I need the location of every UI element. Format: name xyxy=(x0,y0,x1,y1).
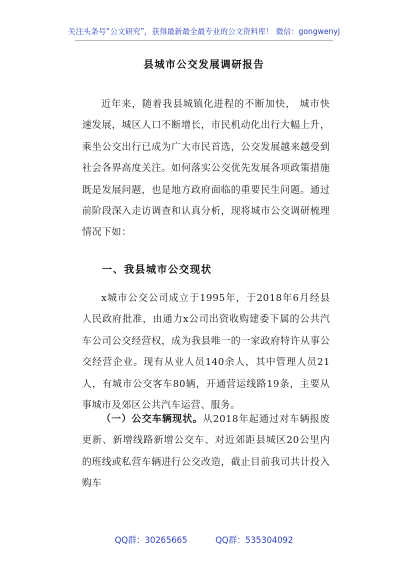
section-paragraph: x城市公交公司成立于1995年，于2018年6月经县人民政府批准，由通力x公司出资收购建委下属的公共汽车公司公交经营权，成为我县唯一的一家政府特许从事公交经营企业。现有从业人员140余人，其中管理人员21人，有城市公交客车80辆，开通营运线路19条，主要从事城市及郊区公共汽车运营、服务。 xyxy=(82,293,330,412)
subsection-lead: （一）公交车辆现状。 xyxy=(101,414,203,425)
footer xyxy=(0,534,408,546)
footer-qq-group-1: QQ群：30265665 xyxy=(114,535,188,545)
header-divider xyxy=(75,40,333,41)
footer-qq-group-2: QQ群：535304092 xyxy=(215,535,294,545)
subsection-text: 从2018年起通过对车辆报废更新、新增线路新增公交车、对近郊距县城区20公里内的班线或私营车辆进行公交改造，截止目前我司共计投入购车 xyxy=(82,414,330,490)
document-title: 县城市公交发展调研报告 xyxy=(143,60,265,71)
intro-paragraph: 近年来，随着我县城镇化进程的不断加快， 城市快速发展，城区人口不断增长，市民机动化出行大幅上升，乘坐公交出行已成为广大市民首选，公交发展越来越受到社会各界高度关注。如何落实公交优先发展各项政策措施既是发展问题，也是地方政府面临的重要民生问题。通过前阶段深入走访调查和认真分析，现将城市公交调研梳理情况下如： xyxy=(82,99,330,239)
header-banner: 关注头条号“公文研究”，获得最新最全最专业的公文资料库！ 微信：gongwenyj xyxy=(68,27,340,36)
subsection-paragraph xyxy=(82,409,330,495)
section-heading: 一、我县城市公交现状 xyxy=(102,265,212,276)
